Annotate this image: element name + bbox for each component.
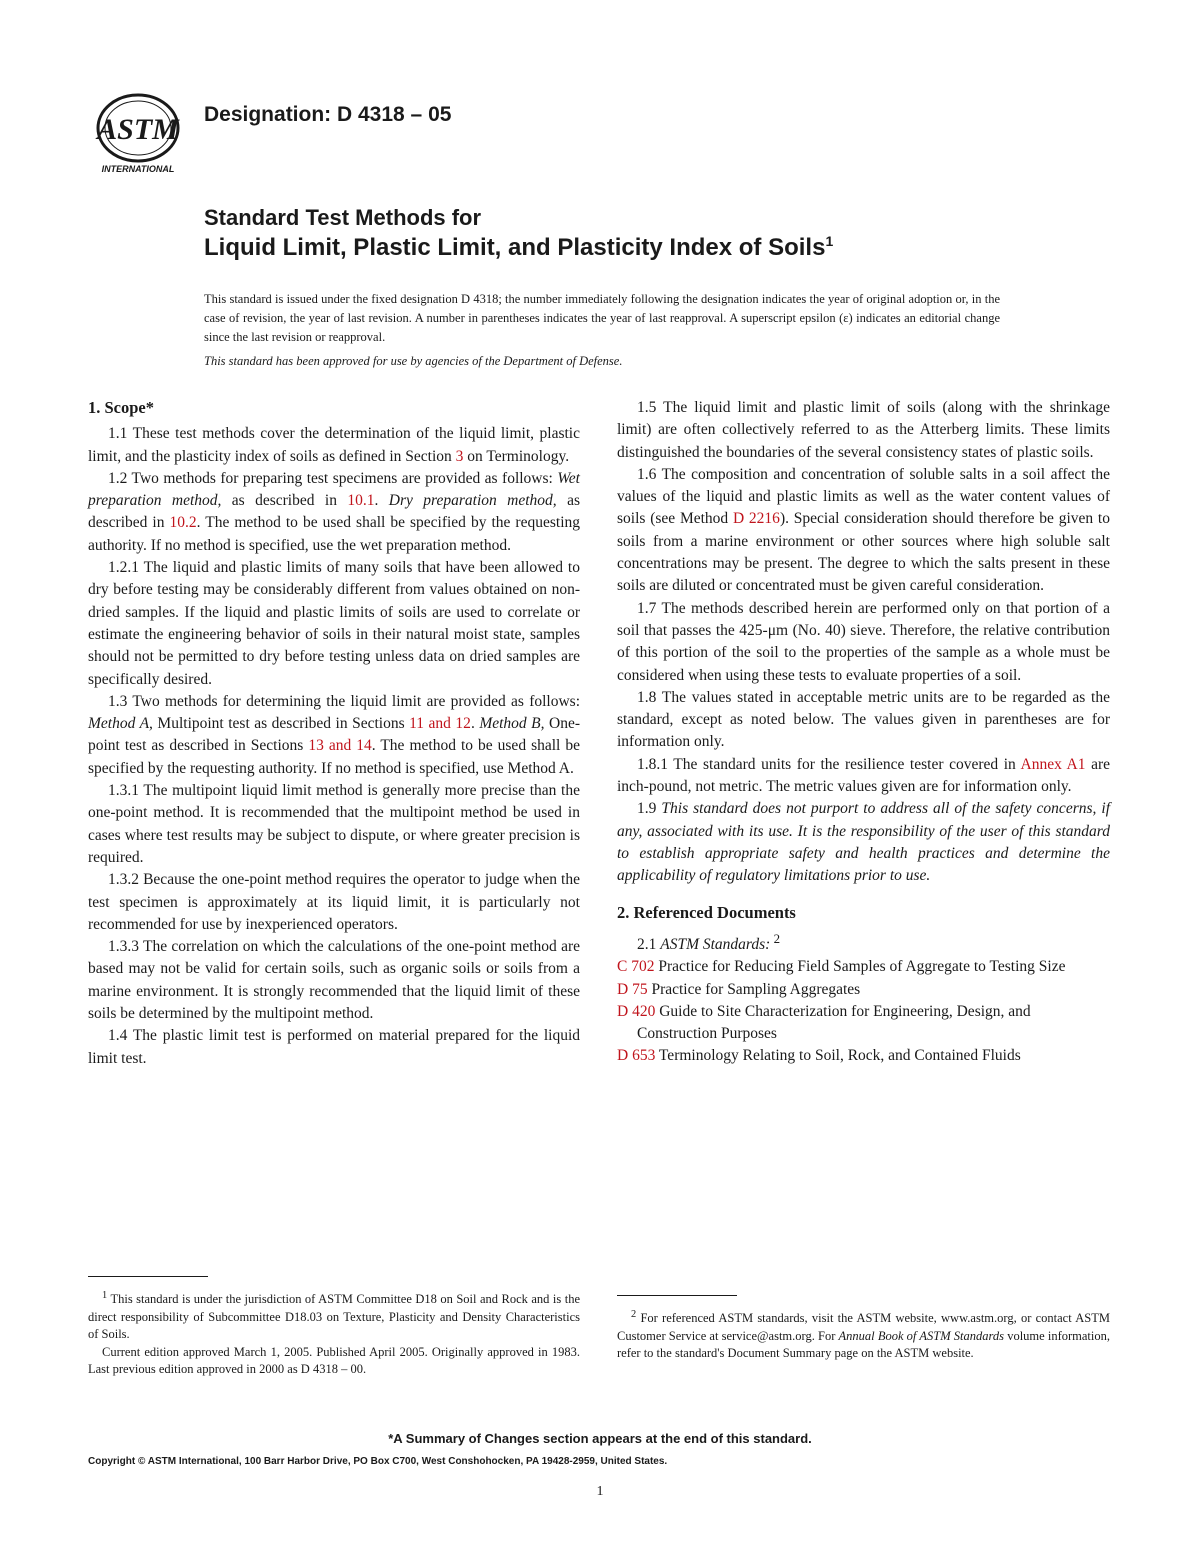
astm-logo (88, 92, 188, 174)
ref-item: D 653 Terminology Relating to Soil, Rock, and Contained Fluids (617, 1047, 1021, 1065)
para-1-3-1: 1.3.1 The multipoint liquid limit method is generally more precise than the one-point method. It is recommended that the multipoint method be used in cases where test results may be subject to dispute, or where greater precision is required. (88, 782, 580, 866)
para-1-8: 1.8 The values stated in acceptable metric units are to be regarded as the standard, except as noted below. The values given in parentheses are for information only. (617, 688, 1110, 751)
title-line-1: Standard Test Methods for (204, 205, 482, 230)
title-footnote-mark[interactable]: 1 (825, 233, 834, 249)
issuance-notice: This standard is issued under the fixed designation D 4318; the number immediately following the designation indicates the year of original adoption or, in the case of revision, the year of last revision. A number in parentheses indicates the year of last reapproval. A superscript epsilon (ε) indicates an editorial change since the last revision or reapproval. (204, 292, 1000, 344)
astm-logo-icon (88, 92, 188, 174)
ref-item: D 420 Guide to Site Characterization for Engineering, Design, and Construction Purposes (617, 1002, 1031, 1043)
ref-item: C 702 Practice for Reducing Field Samples of Aggregate to Testing Size (617, 958, 1066, 976)
right-column (617, 397, 1110, 1068)
footnote-rule-left (88, 1276, 208, 1277)
section-1-heading: 1. Scope* (88, 398, 154, 417)
title-line-2 (204, 233, 833, 262)
para-1-9: 1.9 This standard does not purport to address all of the safety concerns, if any, associated with its use. It is the responsibility of the user of this standard to establish appropriate safety and health practices and determine the applicability of regulatory limitations prior to use. (617, 800, 1111, 885)
link-section-3[interactable]: 3 (455, 447, 464, 465)
ref-code-link[interactable]: D 653 (617, 1047, 656, 1065)
para-2-1: 2.1 ASTM Standards: $^2$ (637, 930, 781, 953)
ref-code-link[interactable]: C 702 (617, 958, 655, 976)
para-1-2: 1.2 Two methods for preparing test specimens are provided as follows: Wet preparation method, as described in 10.1. Dry preparation method, as described in 10.2. The method to be used shall be specified by the requesting authority. If no method is specified, use the wet preparation method. (88, 469, 580, 554)
link-sections-13-14[interactable]: 13 and 14 (308, 737, 372, 755)
dod-notice: This standard has been approved for use by agencies of the Department of Defense. (204, 354, 623, 368)
footnote-2: $^2$ For referenced ASTM standards, visit the ASTM website, www.astm.org, or contact ASTM Customer Service at service@astm.org. For Annual Book of ASTM Standards volume information, refer to the standard's Document Summary page on the ASTM website. (617, 1309, 1110, 1361)
title-text: Liquid Limit, Plastic Limit, and Plasticity Index of Soils (204, 234, 826, 261)
section-2-heading: 2. Referenced Documents (617, 902, 796, 922)
link-10-1[interactable]: 10.1 (347, 492, 375, 510)
ref-code-link[interactable]: D 75 (617, 980, 648, 998)
copyright: Copyright © ASTM International, 100 Barr Harbor Drive, PO Box C700, West Conshohocken, PA 19428-2959, United States. (88, 1456, 668, 1467)
footnote-1: $^1$ This standard is under the jurisdiction of ASTM Committee D18 on Soil and Rock and is the direct responsibility of Subcommittee D18.03 on Texture, Plasticity and Density Characteristics of Soils. Current edition approved March 1, 2005. Published April 2005. Originally approved in 1983. Last previous edition approved in 2000 as D 4318 – 00. (88, 1290, 580, 1377)
svg-text:INTERNATIONAL: INTERNATIONAL (101, 164, 175, 174)
link-sections-11-12[interactable]: 11 and 12 (409, 715, 471, 733)
svg-text:ASTM: ASTM (97, 113, 179, 146)
link-d2216[interactable]: D 2216 (732, 510, 780, 528)
footnote-rule-right (617, 1295, 737, 1296)
para-1-1: 1.1 These test methods cover the determination of the liquid limit, plastic limit, and the plasticity index of soils as defined in Section 3 on Terminology. (88, 425, 580, 465)
summary-of-changes-note: *A Summary of Changes section appears at the end of this standard. (388, 1431, 812, 1446)
para-1-4: 1.4 The plastic limit test is performed on material prepared for the liquid limit test. (88, 1027, 580, 1067)
designation: Designation: D 4318 – 05 (204, 103, 452, 126)
link-10-2[interactable]: 10.2 (169, 514, 197, 532)
para-1-6: 1.6 The composition and concentration of soluble salts in a soil affect the values of the liquid and plastic limits as well as the water content values of soils (see Method D 2216). Special consideration should therefore be given to soils from a marine environment or other sources where high soluble salt concentrations may be present. The degree to which the salts present in these soils are diluted or concentrated must be given careful consideration. (617, 465, 1110, 595)
left-column (88, 397, 580, 1070)
para-1-7: 1.7 The methods described herein are performed only on that portion of a soil that passes the 425-μm (No. 40) sieve. Therefore, the relative contribution of this portion of the soil to the properties of the sample as a whole must be considered when using these tests to evaluate properties of a soil. (617, 599, 1110, 684)
ref-item: D 75 Practice for Sampling Aggregates (617, 980, 861, 998)
para-1-8-1: 1.8.1 The standard units for the resilience tester covered in Annex A1 are inch-pound, not metric. The metric values given are for information only. (617, 755, 1111, 796)
ref-code-link[interactable]: D 420 (617, 1002, 656, 1020)
link-annex-a1[interactable]: Annex A1 (1020, 755, 1086, 773)
para-1-5: 1.5 The liquid limit and plastic limit of soils (along with the shrinkage limit) are often collectively referred to as the Atterberg limits. These limits distinguished the boundaries of the several consistency states of plastic soils. (617, 399, 1110, 461)
page-number: 1 (596, 1484, 604, 1499)
para-1-2-1: 1.2.1 The liquid and plastic limits of many soils that have been allowed to dry before testing may be considerably different from values obtained on non-dried samples. If the liquid and plastic limits of soils are used to correlate or estimate the engineering behavior of soils in their natural moist state, samples should not be permitted to dry before testing unless data on dried samples are specifically desired. (88, 559, 580, 688)
para-1-3-2: 1.3.2 Because the one-point method requires the operator to judge when the test specimen is approximately at its liquid limit, it is particularly not recommended for use by inexperienced operators. (88, 871, 580, 933)
para-1-3: 1.3 Two methods for determining the liquid limit are provided as follows: Method A, Multipoint test as described in Sections 11 and 12. Method B, One-point test as described in Sections 13 and 14. The method to be used shall be specified by the requesting authority. If no method is specified, use Method A. (88, 692, 580, 777)
para-1-3-3: 1.3.3 The correlation on which the calculations of the one-point method are based may not be valid for certain soils, such as organic soils or soils from a marine environment. It is strongly recommended that the liquid limit of these soils be determined by the multipoint method. (88, 938, 580, 1023)
